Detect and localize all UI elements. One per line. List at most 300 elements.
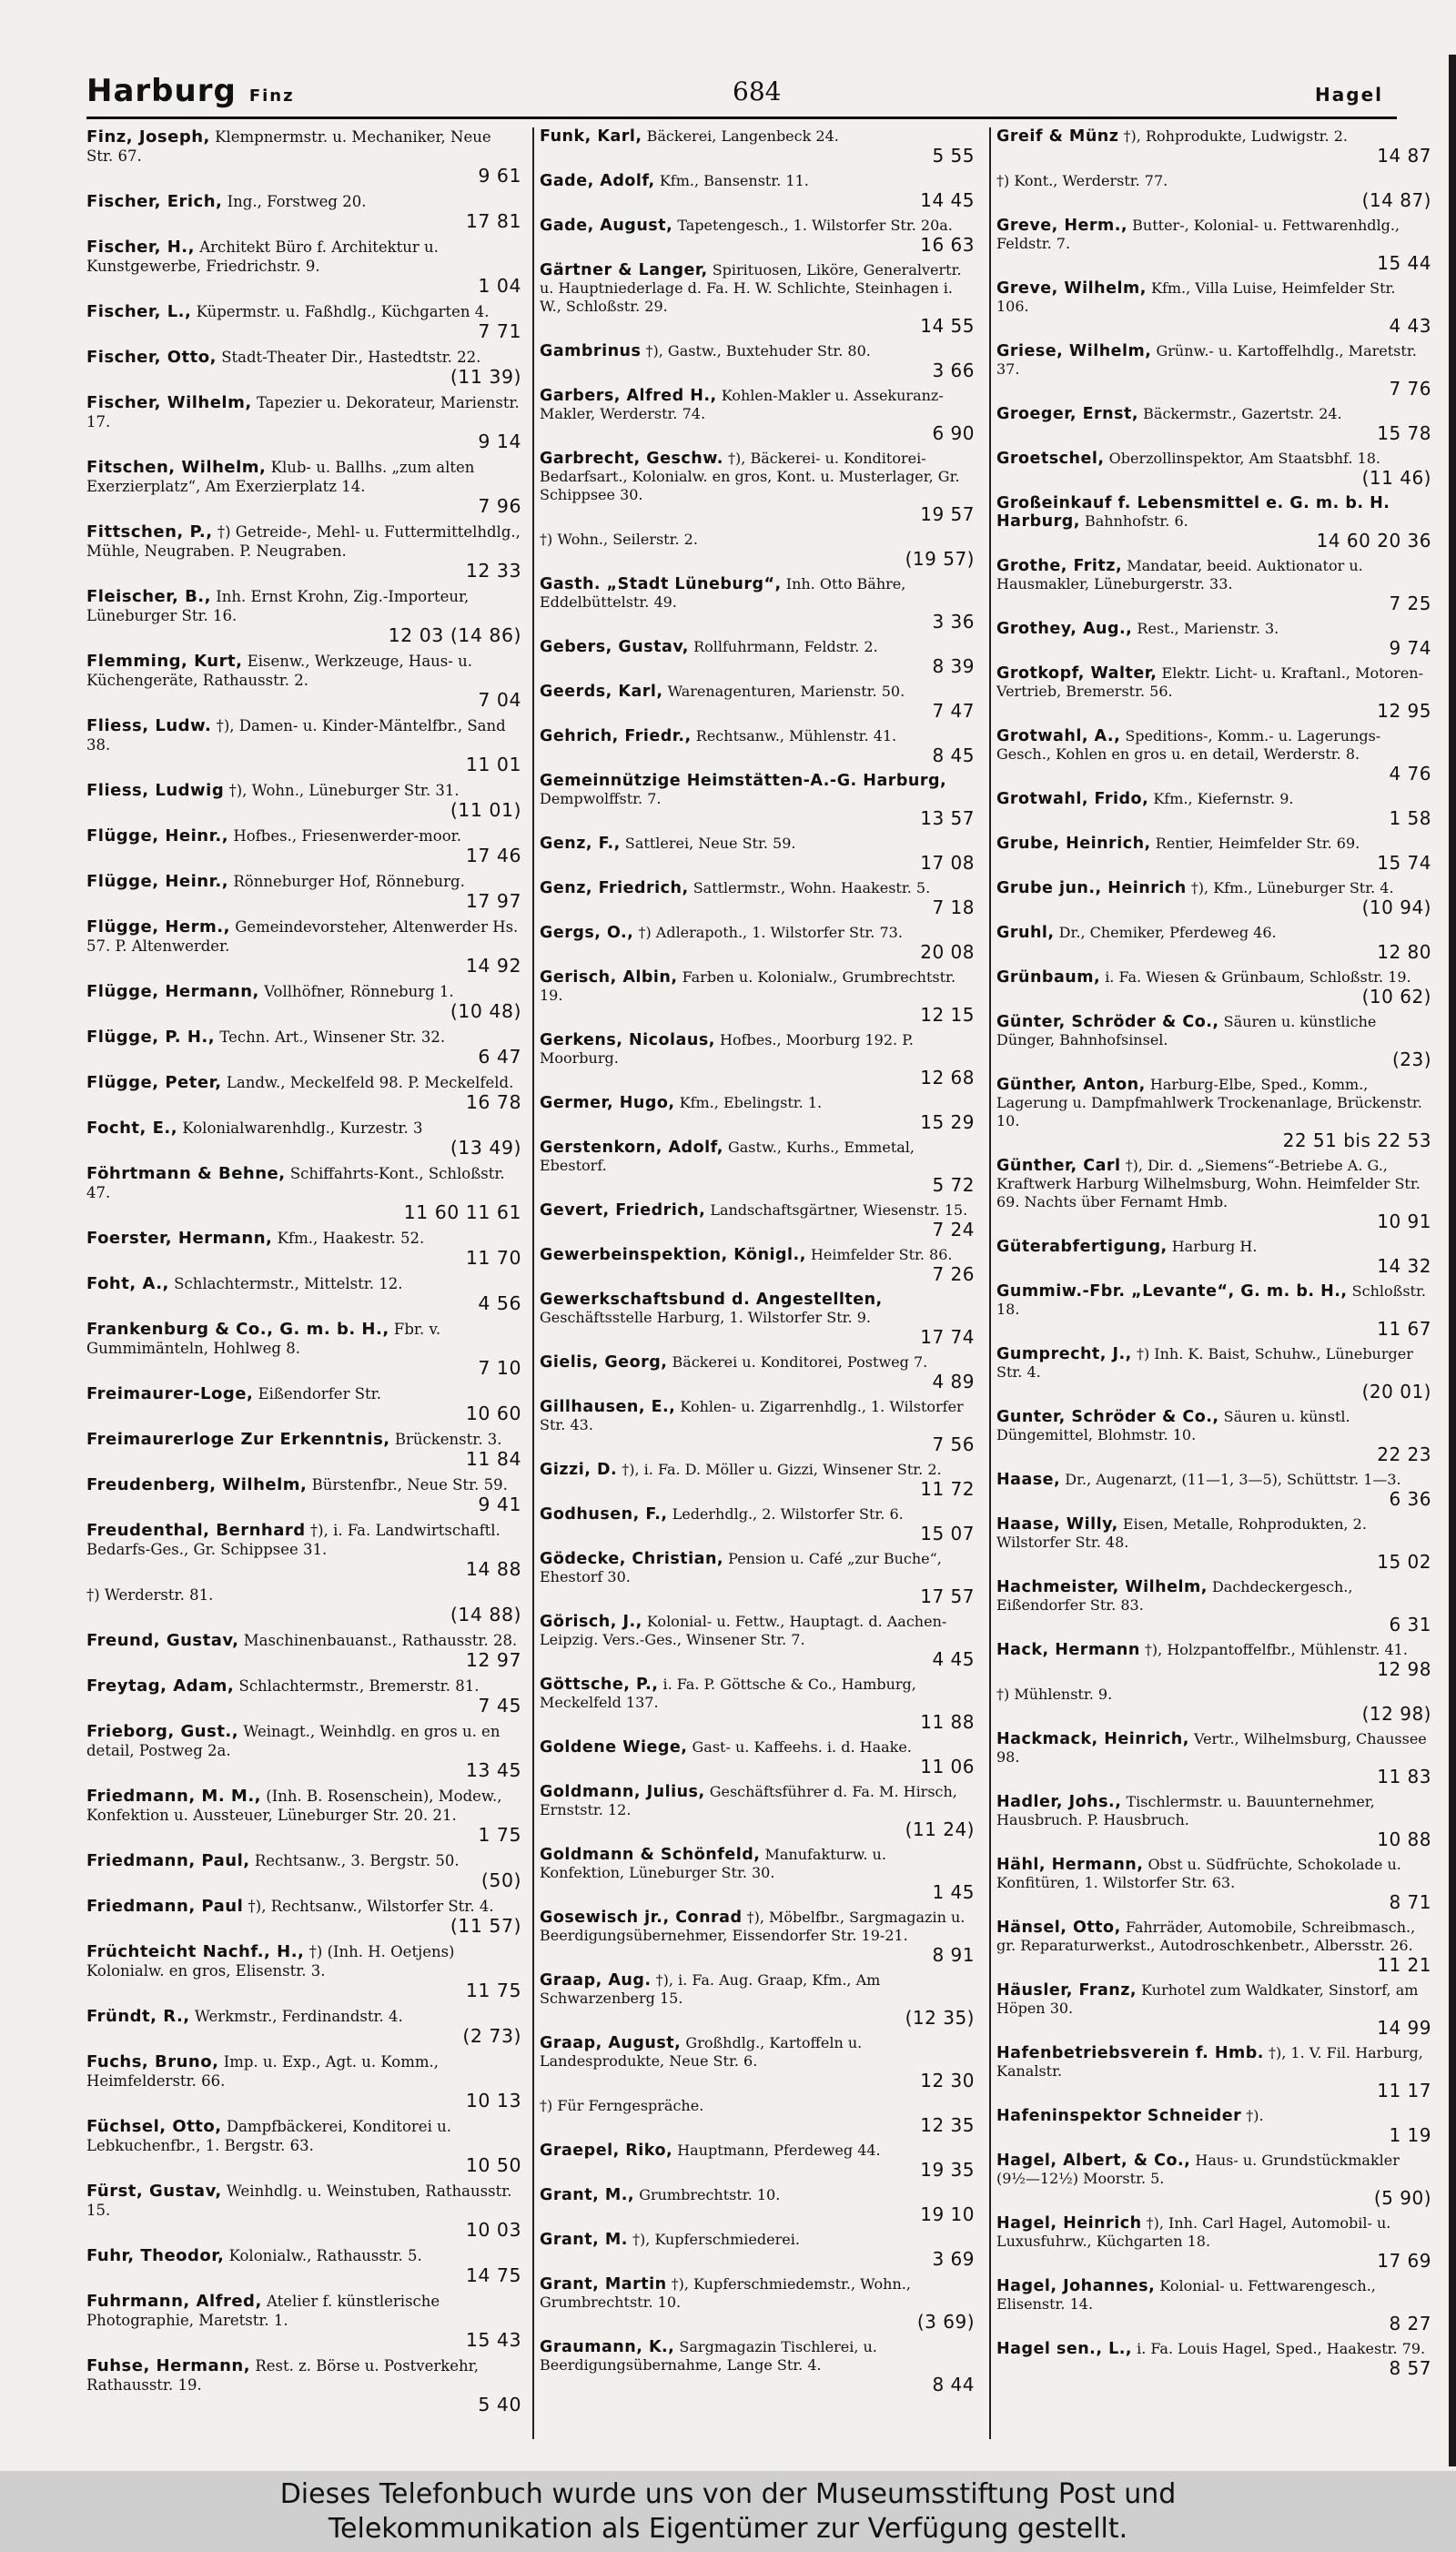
entry-name: Flügge, Herm., [86,917,230,937]
directory-entry [540,1550,978,1606]
phone-number: 7 04 [478,689,521,711]
entry-details: Rentier, Heimfelder Str. 69. [1155,835,1360,852]
phone-number: 14 87 [1377,145,1431,167]
phone-number: 16 63 [920,234,975,256]
entry-name: Fischer, Wilhelm, [86,393,252,412]
phone-number: (12 98) [1361,1703,1431,1725]
phone-number: (50) [480,1869,521,1891]
directory-entry [540,1139,978,1195]
entry-details: Ing., Forstweg 20. [227,193,367,210]
entry-text [540,1505,975,1524]
directory-entry [540,1246,978,1284]
directory-entry [540,387,978,443]
directory-entry [540,1676,978,1732]
entry-details: †), Wohn., Lüneburger Str. 31. [228,782,460,799]
directory-entry [540,2034,978,2091]
phone-number: 12 95 [1377,700,1431,722]
entry-text [996,557,1431,593]
directory-entry [86,522,525,581]
entry-details: Sargmagazin Tischlerei, u. Beerdigungsübernahme, Lange Str. 4. [540,2338,877,2374]
directory-entry [540,1613,978,1669]
entry-details: Techn. Art., Winsener Str. 32. [219,1028,446,1046]
entry-name: Gevert, Friedrich, [540,1201,706,1220]
header-range-start: Finz [248,86,295,106]
entry-text [540,1246,975,1264]
entry-details: Dr., Chemiker, Pferdeweg 46. [1058,924,1277,941]
directory-entry [540,638,978,676]
entry-name: Foerster, Hermann, [86,1229,273,1248]
phone-number: (14 87) [1361,189,1431,211]
phone-number: 7 45 [478,1695,521,1717]
entry-text [540,1846,975,1882]
entry-text [540,1031,975,1068]
entry-text [86,872,521,891]
entry-details: Elektr. Licht- u. Kraftanl., Motoren-Vertrieb, Bremerstr. 56. [996,664,1424,700]
directory-entry [540,1094,978,1132]
entry-text [540,1738,975,1757]
entry-details: Landw., Meckelfeld 98. P. Meckelfeld. [226,1074,514,1091]
entry-text [540,2231,975,2249]
entry-name: Fischer, L., [86,302,192,321]
phone-number: 1 04 [478,275,521,297]
phone-number: (14 88) [450,1604,521,1625]
header-place: Harburg [86,73,237,109]
entry-text [540,2142,975,2160]
entry-name: Gummiw.-Fbr. „Levante“, G. m. b. H., [996,1282,1348,1301]
entry-details: Tischlermstr. u. Bauunternehmer, Hausbruch. P. Hausbruch. [996,1793,1375,1828]
entry-name: Flemming, Kurt, [86,652,243,671]
directory-entry [996,494,1435,551]
phone-number: 11 83 [1377,1766,1431,1787]
entry-text [996,1919,1431,1955]
entry-name: Fischer, Erich, [86,192,223,211]
directory-entry [86,1631,525,1670]
entry-details: (Inh. B. Rosenschein), Modew., Konfektion u. Aussteuer, Lüneburger Str. 20. 21. [86,1787,502,1824]
entry-name: Friedmann, M. M., [86,1787,262,1806]
entry-name: Gerkens, Nicolaus, [540,1031,715,1049]
entry-text [86,716,521,754]
entry-details: Bäckermstr., Gazertstr. 24. [1143,405,1342,422]
entry-text [996,1013,1431,1049]
entry-text [540,1291,975,1327]
phone-number: 12 98 [1377,1658,1431,1680]
directory-entry [996,879,1435,917]
entry-details: Kolonialw., Rathausstr. 5. [228,2247,422,2264]
entry-name: Gebers, Gustav, [540,638,689,656]
entry-name: Grothey, Aug., [996,620,1133,638]
entry-text [996,494,1431,531]
entry-text [540,924,975,942]
entry-details: †), i. Fa. Aug. Graap, Kfm., Am Schwarzenberg 15. [540,1971,881,2007]
directory-entry [996,620,1435,658]
entry-name: Fischer, H., [86,238,195,257]
entry-name: Freudenberg, Wilhelm, [86,1475,308,1494]
entry-name: Greif & Münz [996,127,1119,146]
footer-line-2: Telekommunikation als Eigentümer zur Verfügung gestellt. [328,2513,1128,2545]
directory-entry [86,1897,525,1936]
entry-name: Grotwahl, A., [996,727,1121,745]
directory-entry [86,2292,525,2350]
entry-text [86,2292,521,2330]
entry-name: Fischer, Otto, [86,348,217,367]
entry-name: Fuhse, Hermann, [86,2356,251,2375]
phone-number: 15 29 [920,1111,975,1133]
entry-name: Grube jun., Heinrich [996,879,1187,897]
directory-entry [996,790,1435,828]
entry-text [996,1076,1431,1130]
entry-details: Fbr. v. Gummimänteln, Hohlweg 8. [86,1321,441,1357]
phone-number: 17 97 [465,890,521,912]
directory-entry [996,968,1435,1007]
page-header [86,71,1397,119]
entry-text [996,342,1431,379]
entry-details: Rest. z. Börse u. Postverkehr, Rathausstr. 19. [86,2357,479,2394]
entry-details: Klempnermstr. u. Mechaniker, Neue Str. 67. [86,128,491,165]
entry-name: Genz, Friedrich, [540,879,689,897]
footer-line-1: Dieses Telefonbuch wurde uns von der Museumsstiftung Post und [279,2478,1177,2510]
entry-name: Flügge, Heinr., [86,872,229,891]
phone-number: 12 80 [1377,941,1431,963]
entry-details: Harburg-Elbe, Sped., Komm., Lagerung u. Dampfmahlwerk Trockenanlage, Brückenstr. 10. [996,1076,1422,1129]
entry-details: Kolonial- u. Fettw., Hauptagt. d. Aachen-Leipzig. Vers.-Ges., Winsener Str. 7. [540,1613,947,1648]
entry-details: †) Kont., Werderstr. 77. [996,172,1168,189]
entry-text [86,1787,521,1825]
directory-entry [86,1475,525,1514]
entry-details: i. Fa. P. Göttsche & Co., Hamburg, Meckelfeld 137. [540,1676,916,1711]
entry-details: Brückenstr. 3. [394,1431,502,1448]
phone-number: 10 60 [465,1403,521,1424]
directory-entry [86,1851,525,1890]
directory-entry [540,1846,978,1902]
directory-entry [996,1408,1435,1464]
phone-number: 15 74 [1377,852,1431,874]
entry-name: Günter, Schröder & Co., [996,1013,1219,1031]
entry-text [540,1676,975,1712]
entry-name: Goldmann, Julius, [540,1783,705,1801]
entry-details: i. Fa. Wiesen & Grünbaum, Schloßstr. 19. [1105,968,1411,986]
directory-entry [540,2275,978,2332]
entry-name: Greve, Herm., [996,217,1128,235]
entry-text [540,879,975,897]
entry-text [86,348,521,367]
entry-details: Spirituosen, Liköre, Generalvertr. u. Hauptniederlage d. Fa. H. W. Schlichte, Steinhagen i. W., Schloßstr. 29. [540,261,962,315]
directory-entry [86,781,525,820]
phone-number: 7 18 [932,896,975,918]
phone-number: 7 96 [478,495,521,517]
entry-text [996,2214,1431,2251]
entry-name: Graepel, Riko, [540,2142,673,2160]
directory-entry [86,652,525,710]
directory-entry [86,192,525,231]
entry-details: Kfm., Ebelingstr. 1. [679,1094,823,1111]
entry-details: Bahnhofstr. 6. [1084,512,1188,530]
directory-entry [540,683,978,721]
phone-number: 8 57 [1389,2357,1431,2379]
entry-text [86,127,521,166]
entry-details: Sattlermstr., Wohn. Haakestr. 5. [693,879,931,896]
directory-entry [996,1686,1435,1724]
entry-text [996,2277,1431,2314]
directory-entry [86,1164,525,1222]
entry-text [540,1971,975,2008]
entry-details: Manufakturw. u. Konfektion, Lüneburger Str. 30. [540,1846,886,1881]
phone-number: 11 84 [465,1448,521,1470]
entry-text [86,1942,521,1980]
phone-number: (10 48) [450,1000,521,1022]
phone-number: 11 60 11 61 [403,1201,521,1223]
entry-name: Hagel sen., L., [996,2340,1133,2358]
directory-entry [996,1013,1435,1069]
directory-entry [86,1585,525,1625]
entry-name: Gödecke, Christian, [540,1550,724,1568]
entry-text [540,387,975,423]
entry-details: Obst u. Südfrüchte, Schokolade u. Konfitüren, 1. Wilstorfer Str. 63. [996,1856,1401,1891]
entry-details: Kfm., Kiefernstr. 9. [1153,790,1294,807]
entry-text [996,1981,1431,2018]
entry-details: Dr., Augenarzt, (11—1, 3—5), Schüttstr. 1—3. [1065,1471,1401,1488]
entry-details: Kohlen-Makler u. Assekuranz-Makler, Werderstr. 74. [540,387,944,422]
directory-entry [86,1521,525,1579]
entry-text [996,2340,1431,2358]
phone-number: 14 55 [920,315,975,337]
entry-name: Fuhrmann, Alfred, [86,2292,262,2311]
directory-entry [996,727,1435,784]
phone-number: (11 39) [450,366,521,388]
directory-entry [86,1119,525,1158]
entry-name: Graumann, K., [540,2338,675,2356]
entry-details: Schiffahrts-Kont., Schloßstr. 47. [86,1165,505,1201]
entry-text [540,2275,975,2312]
entry-text [540,1461,975,1479]
entry-text [86,1073,521,1092]
directory-entry [540,1201,978,1240]
entry-text [86,917,521,956]
entry-details: Weinhdlg. u. Weinstuben, Rathausstr. 15. [86,2182,512,2219]
entry-name: Grant, M., [540,2186,635,2204]
phone-number: 15 02 [1377,1551,1431,1573]
entry-details: Tapezier u. Dekorateur, Marienstr. 17. [86,394,520,430]
directory-column-3 [996,127,1435,2385]
entry-text [540,968,975,1005]
entry-name: Flügge, Peter, [86,1073,222,1092]
directory-entry [86,2007,525,2046]
phone-number: 11 67 [1377,1318,1431,1340]
entry-text [86,1119,521,1138]
phone-number: 8 27 [1389,2313,1431,2334]
entry-details: Klub- u. Ballhs. „zum alten Exerzierplatz“, Am Exerzierplatz 14. [86,459,475,495]
directory-entry [86,127,525,186]
directory-entry [996,450,1435,488]
directory-entry [996,664,1435,721]
entry-text [540,835,975,853]
entry-details: †) Inh. K. Baist, Schuhw., Lüneburger Str. 4. [996,1345,1413,1381]
directory-entry [86,872,525,911]
entry-details: i. Fa. Louis Hagel, Sped., Haakestr. 79. [1137,2340,1426,2357]
entry-name: Freytag, Adam, [86,1676,235,1696]
entry-details: †), Kupferschmiedemstr., Wohn., Grumbrechtstr. 10. [540,2275,911,2311]
directory-entry [996,1856,1435,1912]
directory-entry [540,835,978,873]
entry-text [540,1550,975,1586]
directory-entry [996,1076,1435,1150]
entry-name: Groeger, Ernst, [996,405,1139,423]
phone-number: 12 03 (14 86) [388,624,521,646]
phone-number: 14 45 [920,189,975,211]
entry-name: Fürst, Gustav, [86,2182,222,2201]
entry-details: Großhdlg., Kartoffeln u. Landesprodukte, Neue Str. 6. [540,2034,863,2070]
entry-name: Günther, Carl [996,1157,1121,1175]
phone-number: 14 88 [465,1558,521,1580]
entry-text [996,450,1431,468]
footer-notice [0,2471,1456,2552]
entry-name: Greve, Wilhelm, [996,279,1147,298]
entry-text [86,2007,521,2026]
entry-text [86,1897,521,1916]
directory-entry [996,2044,1435,2101]
directory-entry [996,1238,1435,1276]
phone-number: 17 57 [920,1585,975,1607]
phone-number: 13 57 [920,807,975,829]
entry-details: Hauptmann, Pferdeweg 44. [677,2142,881,2159]
entry-name: Flügge, Heinr., [86,826,229,846]
phone-number: 9 14 [478,430,521,452]
entry-name: Groetschel, [996,450,1105,468]
phone-number: 12 15 [920,1004,975,1026]
phone-number: (12 35) [905,2007,975,2029]
phone-number: 14 75 [465,2264,521,2286]
phone-number: 4 89 [932,1371,975,1392]
entry-text [86,1521,521,1559]
directory-entry [86,393,525,451]
entry-name: Gosewisch jr., Conrad [540,1909,743,1927]
entry-name: Häusler, Franz, [996,1981,1138,2000]
phone-number: (10 94) [1361,896,1431,918]
entry-name: Fuchs, Bruno, [86,2052,219,2071]
entry-details: Küpermstr. u. Faßhdlg., Küchgarten 4. [196,303,490,320]
directory-entry [996,1919,1435,1975]
page-edge [1449,55,1456,2466]
entry-name: Göttsche, P., [540,1676,659,1694]
entry-name: Gade, Adolf, [540,172,655,190]
phone-number: (3 69) [916,2311,975,2333]
phone-number: 11 06 [920,1756,975,1777]
entry-text [996,127,1431,146]
directory-entry [540,879,978,917]
phone-number: 11 75 [465,1980,521,2001]
entry-name: Godhusen, F., [540,1505,668,1524]
entry-text [996,2044,1431,2081]
phone-number: 16 78 [465,1091,521,1113]
directory-entry [86,1942,525,2000]
entry-details: Butter-, Kolonial- u. Fettwarenhdlg., Feldstr. 7. [996,217,1400,252]
entry-details: †) Wohn., Seilerstr. 2. [540,531,698,548]
entry-text [86,1631,521,1650]
entry-details: †) Für Ferngespräche. [540,2097,704,2114]
phone-number: 11 21 [1377,1954,1431,1976]
directory-entry [540,1461,978,1499]
directory-entry [996,1793,1435,1849]
phone-number: 14 60 20 36 [1316,530,1431,552]
entry-text [996,968,1431,987]
entry-text [540,638,975,656]
entry-details: Dachdeckergesch., Eißendorfer Str. 83. [996,1578,1353,1614]
entry-details: Eisenw., Werkzeuge, Haus- u. Küchengeräte, Rathausstr. 2. [86,653,472,689]
entry-details: †), Bäckerei- u. Konditorei-Bedarfsart., Kolonialw. en gros, Kont. u. Musterlager, Gr. Schippsee 30. [540,450,960,503]
entry-name: Gambrinus [540,342,642,360]
entry-name: Hafeninspektor Schneider [996,2107,1242,2125]
entry-details: Geschäftsführer d. Fa. M. Hirsch, Ernststr. 12. [540,1783,957,1818]
entry-name: Fleischer, B., [86,587,211,606]
directory-entry [86,458,525,516]
directory-entry [540,127,978,166]
entry-details: Schlachtermstr., Mittelstr. 12. [174,1275,403,1292]
phone-number: 5 55 [932,145,975,167]
directory-entry [540,342,978,380]
entry-text [540,1909,975,1945]
entry-name: Großeinkauf f. Lebensmittel e. G. m. b. H. Harburg, [996,494,1390,531]
entry-name: Finz, Joseph, [86,127,210,147]
directory-entry [996,924,1435,962]
entry-name: Gasth. „Stadt Lüneburg“, [540,575,782,593]
entry-details: Harburg H. [1171,1238,1258,1255]
entry-name: Fitschen, Wilhelm, [86,458,267,477]
entry-name: Genz, F., [540,835,621,853]
entry-details: Bäckerei, Langenbeck 24. [646,127,839,145]
directory-entry [996,1282,1435,1339]
entry-name: Freimaurerloge Zur Erkenntnis, [86,1430,390,1449]
phone-number: 11 70 [465,1247,521,1269]
phone-number: 15 43 [465,2329,521,2351]
entry-details: Haus- u. Grundstückmakler (9½—12½) Moorstr. 5. [996,2152,1400,2187]
entry-text [86,522,521,561]
entry-text [540,1139,975,1175]
entry-text [540,1094,975,1112]
directory-entry [86,302,525,341]
entry-name: Gehrich, Friedr., [540,727,692,745]
entry-text [86,982,521,1001]
phone-number: 9 74 [1389,637,1431,659]
phone-number: (11 01) [450,799,521,821]
directory-entry [86,2356,525,2415]
entry-details: †) Getreide-, Mehl- u. Futtermittelhdlg., Mühle, Neugraben. P. Neugraben. [86,523,521,560]
directory-entry [996,1730,1435,1787]
entry-text [996,1686,1431,1704]
directory-entry [996,2107,1435,2145]
entry-name: Hagel, Albert, & Co., [996,2152,1191,2170]
directory-entry [996,279,1435,336]
entry-details: Imp. u. Exp., Agt. u. Komm., Heimfelderstr. 66. [86,2053,439,2090]
entry-details: Inh. Otto Bähre, Eddelbüttelstr. 49. [540,575,906,611]
entry-name: Fliess, Ludwig [86,781,225,800]
directory-entry [540,1353,978,1392]
directory-entry [540,575,978,632]
entry-text [86,393,521,431]
phone-number: (5 90) [1373,2187,1431,2209]
directory-entry [86,1028,525,1067]
entry-details: Bäckerei u. Konditorei, Postweg 7. [672,1353,928,1371]
entry-name: Gemeinnützige Heimstätten-A.-G. Harburg, [540,772,947,790]
entry-details: Rechtsanw., Mühlenstr. 41. [695,727,897,744]
entry-text [540,1201,975,1220]
entry-text [996,1856,1431,1892]
entry-details: Kfm., Villa Luise, Heimfelder Str. 106. [996,279,1396,315]
phone-number: 4 76 [1389,763,1431,785]
entry-name: Flügge, P. H., [86,1028,216,1047]
directory-entry [86,917,525,976]
entry-name: Hähl, Hermann, [996,1856,1144,1874]
directory-entry [86,1384,525,1423]
entry-details: †) (Inh. H. Oetjens) Kolonialw. en gros, Elisenstr. 3. [86,1943,455,1980]
